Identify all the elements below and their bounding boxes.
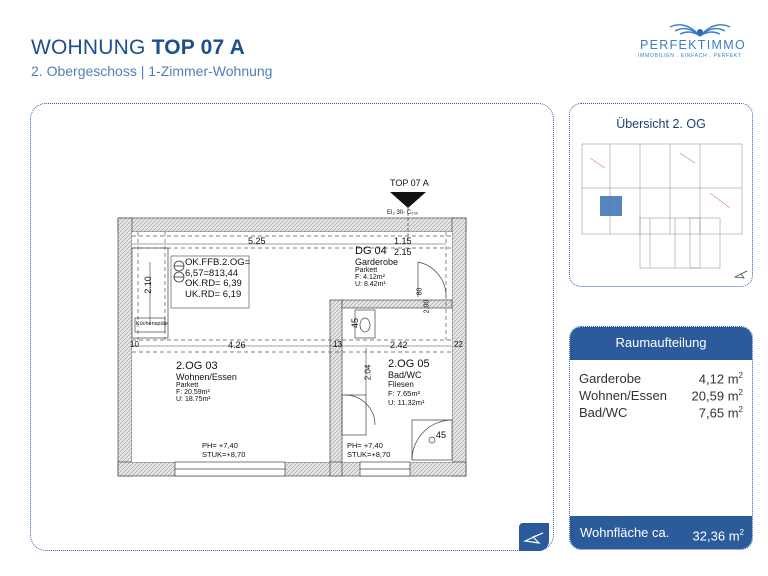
dim-22: 22: [454, 340, 463, 349]
overview-floor-plan: [580, 138, 746, 278]
dim-215: 2.15: [394, 247, 412, 257]
room-og05: 2.OG 05 Bad/WC Fliesen F: 7.65m² U: 11.32m¹: [388, 358, 430, 407]
dim-115: 1.15: [394, 236, 412, 246]
top-label: TOP 07 A: [390, 178, 429, 188]
dim-mid13: 13: [333, 340, 342, 349]
dim-204: 2.04: [363, 364, 373, 381]
room-breakdown-heading: Raumaufteilung: [570, 327, 752, 360]
dim-80: 80: [416, 287, 424, 296]
compass-button[interactable]: [519, 523, 549, 551]
total-area-value: 32,36 $m^2$: [692, 528, 744, 544]
dim-45a: 45: [350, 317, 361, 329]
dim-left: 2.10: [142, 276, 153, 294]
ok-info: OK.FFB.2.OG= 6,57=813,44 OK.RD= 6,39 UK.RD= 6,19: [185, 257, 251, 300]
room-dg04: DG 04 Garderobe Parkett F: 4.12m² U: 8.42m¹: [355, 245, 399, 288]
dim-200: 2.00: [423, 299, 431, 314]
overview-title: Übersicht 2. OG: [616, 117, 706, 131]
dim-45b: 45: [436, 430, 447, 440]
total-area-label: Wohnfläche ca.: [580, 525, 670, 540]
dim-bad: 2.42: [390, 340, 408, 350]
logo-tagline: IMMOBILIEN . EINFACH . PERFEKT: [638, 53, 742, 59]
og03-heights: PH= +7,40 STUK=+8,70: [202, 441, 246, 459]
room-row: Bad/WC 7,65 $m^2$: [579, 405, 743, 421]
dim-wohn: 4.26: [228, 340, 246, 350]
overview-north-icon: [734, 268, 748, 280]
north-arrow-icon: [519, 523, 549, 551]
kitchen-label: Küchenspüle: [136, 321, 168, 327]
room-og03: 2.OG 03 Wohnen/Essen Parkett F: 20.59m² U: 18.75m¹: [176, 360, 237, 403]
total-area-bar: [570, 516, 752, 549]
room-breakdown-panel: [569, 326, 753, 550]
dim-mid-left: 10: [130, 340, 139, 349]
room-row: Wohnen/Essen 20,59 $m^2$: [579, 388, 743, 404]
page-subtitle: 2. Obergeschoss | 1-Zimmer-Wohnung: [31, 63, 273, 79]
og05-heights: PH= +7,40 STUK=+8,70: [347, 441, 391, 459]
logo-name: PERFEKTIMMO: [640, 38, 746, 52]
top-sub-label: El₃ 30- C₂₀₀: [387, 210, 419, 216]
page-title: WOHNUNG TOP 07 A: [31, 36, 246, 59]
room-row: Garderobe 4,12 $m^2$: [579, 371, 743, 387]
dim-top: 5.25: [248, 236, 266, 246]
